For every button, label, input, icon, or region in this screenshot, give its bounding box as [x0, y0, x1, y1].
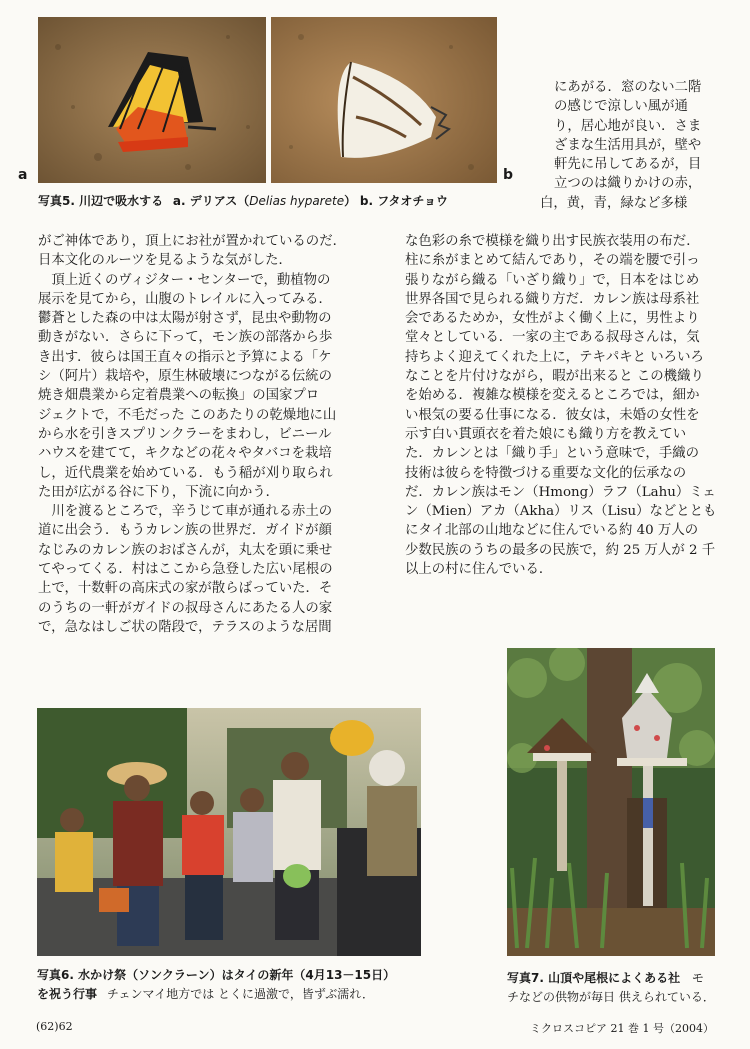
- text-line: な色彩の糸で模様を織り出す民族衣装用の布だ．: [405, 234, 700, 249]
- photo-6-caption-line2: を祝う行事: [37, 987, 98, 1001]
- text-line: を始める．複雑な模様を変えるところでは，細か: [405, 388, 700, 404]
- text-line: 道に出会う．もうカレン族の世界だ．ガイドが顔: [38, 523, 332, 539]
- text-line: てやってくる．村はここから急登した広い尾根の: [38, 562, 333, 578]
- text-line: い根気の要る仕事になる．彼女は，未婚の女性を: [405, 407, 700, 423]
- text-line: 展示を見てから，山腹のトレイルに入ってみる．: [38, 291, 332, 307]
- text-line: 川を渡るところで，辛うじて車が通れる赤土の: [38, 504, 333, 520]
- text-line: し，近代農業を始めている．もう稲が刈り取られ: [38, 465, 333, 481]
- text-line: 頂上近くのヴィジター・センターで，動植物の: [38, 272, 331, 288]
- text-line: た．カレンとは「織り手」という意味で，手織の: [405, 446, 699, 462]
- photo-7-caption-note2: チなどの供物が毎日 供えられている．: [507, 990, 715, 1004]
- text-line: り，居心地が良い．さま: [554, 118, 702, 134]
- photo-6-caption: [37, 966, 437, 1004]
- photo-7-caption-note1: モ: [691, 971, 704, 985]
- body-text-left-column: [38, 232, 393, 637]
- photo-5-caption-species: Delias hyparete: [249, 194, 345, 208]
- page-number: (62)62: [36, 1020, 73, 1033]
- text-line: 白，黄，青，緑など多様: [540, 195, 688, 211]
- photo-5-caption-a: a. デリアス（: [172, 194, 250, 208]
- photo-5-caption-b: b. フタオチョウ: [359, 194, 449, 208]
- text-line: ハウスを建てて，キクなどの花々やタバコを栽培: [38, 446, 332, 462]
- text-line: ン（Mien）アカ（Akha）リス（Lisu）などととも: [405, 504, 717, 520]
- photo-6-caption-note: チェンマイ地方では とくに過激で，皆ずぶ濡れ．: [106, 987, 374, 1001]
- text-line: なことを片付けながら，暇が出来ると この機織り: [405, 369, 704, 385]
- text-line: なじみのカレン族のおばさんが，丸太を頭に乗せ: [38, 542, 333, 558]
- text-line: 上で，十数軒の高床式の家が散らばっていた．そ: [38, 581, 333, 597]
- photo-5-caption-a-end: ）: [344, 194, 357, 208]
- journal-reference: ミクロスコピア 21 巻 1 号（2004）: [530, 1022, 714, 1035]
- text-line: 少数民族のうちの最多の民族で，約 25 万人が 2 千: [405, 542, 716, 558]
- text-line: から水を引きスプリンクラーをまわし，ビニール: [38, 426, 332, 442]
- text-line: のうちの一軒がガイドの叔母さんにあたる人の家: [38, 600, 333, 616]
- text-line: 以上の村に住んでいる．: [405, 562, 553, 578]
- photo-5a-label: a: [18, 167, 28, 183]
- text-line: にあがる．窓のない二階: [554, 80, 702, 95]
- text-line: 鬱蒼とした森の中は太陽が射さず，昆虫や動物の: [38, 311, 332, 327]
- text-line: ジェクトで，不毛だった このあたりの乾燥地に山: [38, 407, 337, 423]
- body-text-right-column: [405, 232, 740, 579]
- right-top-text: [540, 78, 702, 213]
- text-line: シ（阿片）栽培や，原生林破壊につながる伝統の: [38, 369, 333, 385]
- text-line: で，急なはしご状の階段で，テラスのような居間: [38, 619, 332, 635]
- text-line: 動きがない．さらに下って，モン族の部落から歩: [38, 330, 333, 346]
- photo-7-caption-bold: 写真7. 山頂や尾根によくある社: [507, 971, 681, 985]
- text-line: 持ちよく迎えてくれた上に，テキパキと いろいろ: [405, 349, 704, 365]
- photo-5b-label: b: [503, 167, 514, 183]
- text-line: 示す白い貫頭衣を着た娘にも織り方を教えてい: [405, 426, 687, 442]
- text-line: 世界各国で見られる織り方だ．カレン族は母系社: [405, 291, 700, 307]
- text-line: 会であるためか，女性がよく働く上に，男性より: [405, 311, 700, 327]
- text-line: の感じで涼しい風が通: [554, 99, 688, 115]
- text-line: 堂々としている．一家の主である叔母さんは，気: [405, 330, 700, 346]
- text-line: 軒先に吊してあるが，目: [554, 157, 702, 173]
- text-line: 日本文化のルーツを見るような気がした．: [38, 253, 292, 269]
- text-line: 柱に糸がまとめて結んであり，その端を腰で引っ: [405, 253, 700, 269]
- text-line: ざまな生活用具が，壁や: [554, 137, 702, 153]
- text-line: 焼き畑農業から定着農業への転換」の国家プロ: [38, 388, 320, 404]
- text-line: 張りながら織る「いざり織り」で，日本をはじめ: [405, 272, 700, 288]
- text-line: 立つのは織りかけの赤，: [554, 176, 702, 192]
- photo-7-spirit-house: [507, 648, 715, 956]
- text-line: き出す．彼らは国王直々の指示と予算による「ケ: [38, 349, 332, 365]
- text-line: がご神体であり，頂上にお社が置かれているのだ．: [38, 234, 346, 249]
- text-line: だ．カレン族はモン（Hmong）ラフ（Lahu）ミェ: [405, 484, 716, 500]
- photo-6-water-festival: [37, 708, 421, 956]
- photo-5b-nawab-butterfly: [271, 17, 497, 183]
- photo-5-caption: [38, 192, 508, 211]
- text-line: た田が広がる谷に下り，下流に向かう．: [38, 484, 280, 500]
- text-line: にタイ北部の山地などに住んでいる約 40 万人の: [405, 523, 699, 539]
- text-line: 技術は彼らを特徴づける重要な文化的伝承なの: [405, 465, 687, 481]
- photo-5a-delias-butterfly: [38, 17, 266, 183]
- photo-5-caption-prefix: 写真5. 川辺で吸水する: [38, 194, 164, 208]
- photo-6-caption-line1: 写真6. 水かけ祭（ソンクラーン）はタイの新年（4月13－15日）: [37, 968, 396, 982]
- photo-7-caption: [507, 969, 743, 1007]
